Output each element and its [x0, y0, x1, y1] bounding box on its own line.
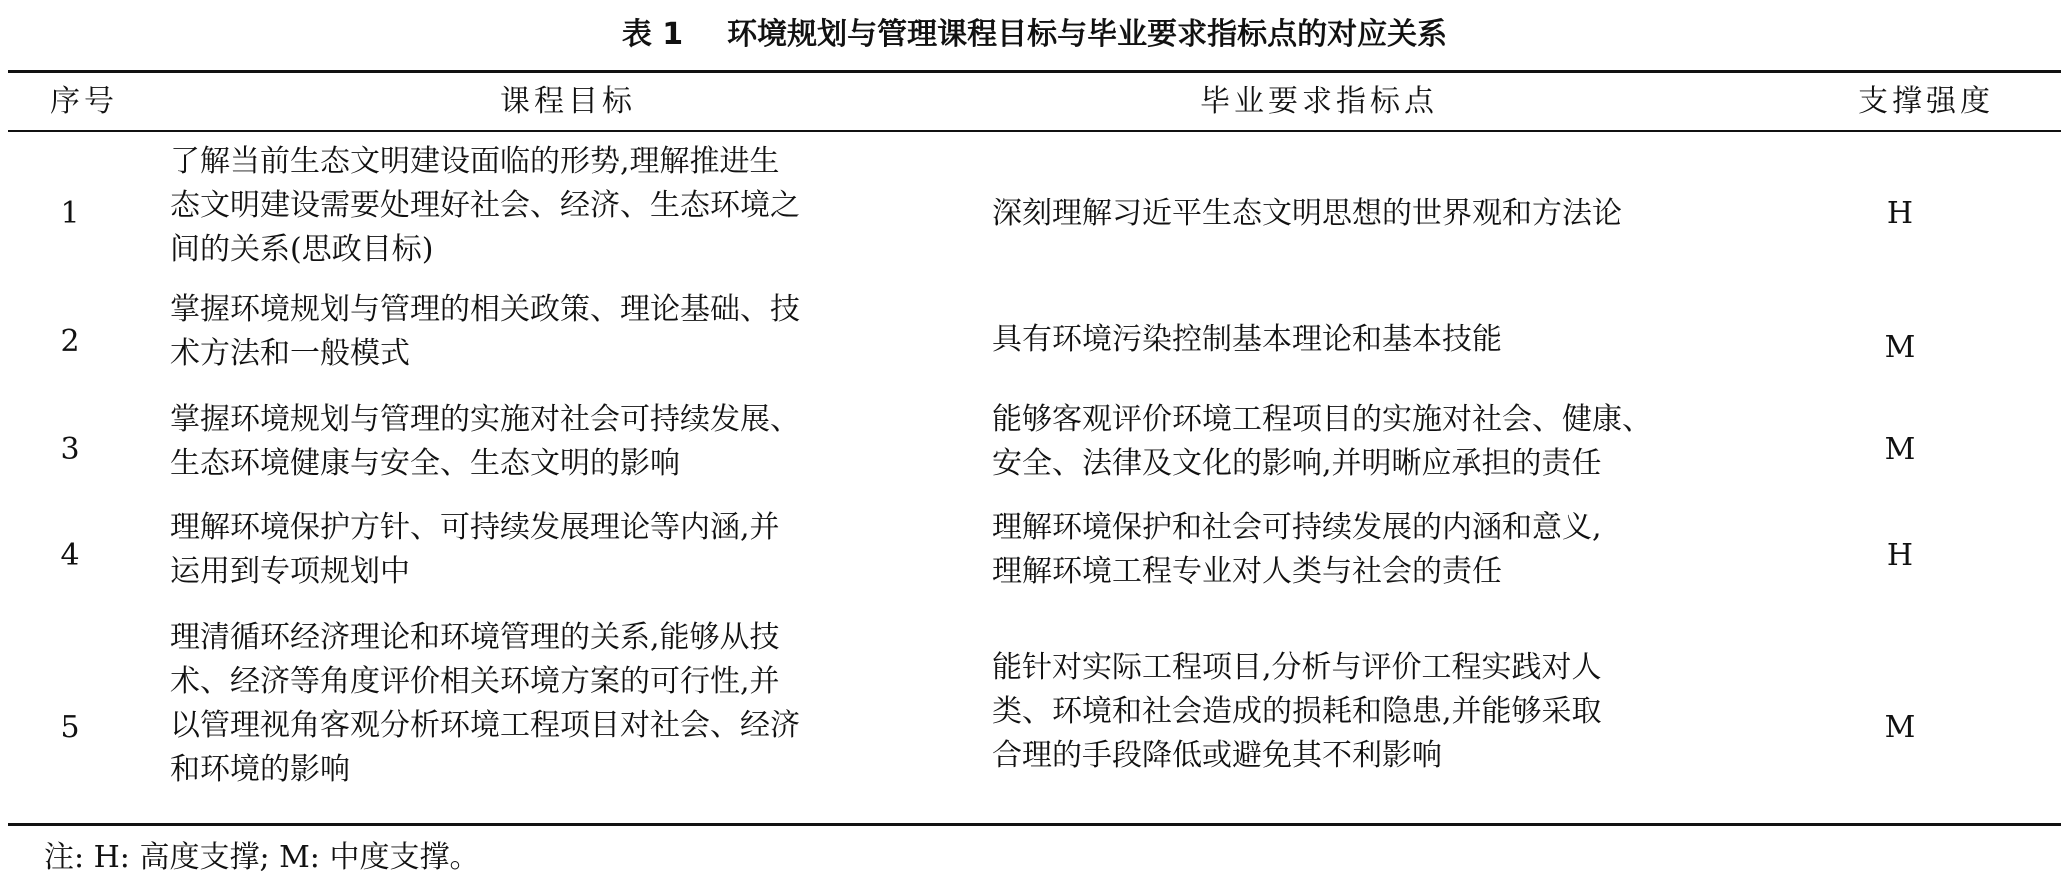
row-requirement [992, 646, 1812, 778]
row-strength: H [1886, 538, 1914, 573]
row-strength: M [1884, 432, 1916, 467]
requirement-line: 理解环境保护和社会可持续发展的内涵和意义, [992, 510, 1602, 545]
goal-line: 掌握环境规划与管理的实施对社会可持续发展、 [170, 402, 800, 437]
goal-line: 以管理视角客观分析环境工程项目对社会、经济 [170, 708, 800, 743]
row-seq: 1 [60, 196, 80, 231]
row-goal [170, 616, 980, 792]
requirement-line: 深刻理解习近平生态文明思想的世界观和方法论 [992, 196, 1622, 231]
goal-line: 间的关系(思政目标) [170, 232, 434, 267]
requirement-line: 能够客观评价环境工程项目的实施对社会、健康、 [992, 402, 1652, 437]
row-strength: M [1884, 710, 1916, 745]
row-seq: 4 [60, 538, 80, 573]
goal-line: 运用到专项规划中 [170, 554, 410, 589]
row-goal [170, 398, 980, 486]
table-title: 环境规划与管理课程目标与毕业要求指标点的对应关系 [727, 17, 1448, 52]
goal-line: 掌握环境规划与管理的相关政策、理论基础、技 [170, 292, 800, 327]
goal-line: 生态环境健康与安全、生态文明的影响 [170, 446, 680, 481]
row-seq: 5 [60, 710, 80, 745]
row-requirement [992, 318, 1812, 362]
header-goal: 课程目标 [500, 84, 636, 119]
row-requirement [992, 398, 1812, 486]
goal-line: 理清循环经济理论和环境管理的关系,能够从技 [170, 620, 780, 655]
row-seq: 3 [60, 432, 80, 467]
requirement-line: 理解环境工程专业对人类与社会的责任 [992, 554, 1502, 589]
header-requirement: 毕业要求指标点 [1200, 84, 1438, 119]
header-rule [8, 130, 2061, 132]
goal-line: 了解当前生态文明建设面临的形势,理解推进生 [170, 144, 780, 179]
header-seq: 序号 [50, 84, 118, 119]
row-strength: H [1886, 196, 1914, 231]
goal-line: 术、经济等角度评价相关环境方案的可行性,并 [170, 664, 780, 699]
table-note: 注: H: 高度支撑; M: 中度支撑。 [44, 840, 480, 875]
row-requirement [992, 192, 1812, 236]
bottom-rule [8, 823, 2061, 826]
requirement-line: 安全、法律及文化的影响,并明晰应承担的责任 [992, 446, 1602, 481]
requirement-line: 具有环境污染控制基本理论和基本技能 [992, 322, 1502, 357]
top-rule [8, 70, 2061, 73]
row-strength: M [1884, 330, 1916, 365]
row-seq: 2 [60, 324, 80, 359]
requirement-line: 类、环境和社会造成的损耗和隐患,并能够采取 [992, 694, 1602, 729]
goal-line: 术方法和一般模式 [170, 336, 410, 371]
row-goal [170, 506, 980, 594]
requirement-line: 能针对实际工程项目,分析与评价工程实践对人 [992, 650, 1602, 685]
table-number: 表 1 [621, 17, 684, 52]
row-goal [170, 288, 980, 376]
header-strength: 支撑强度 [1858, 84, 1994, 119]
requirement-line: 合理的手段降低或避免其不利影响 [992, 738, 1442, 773]
row-goal [170, 140, 980, 272]
goal-line: 态文明建设需要处理好社会、经济、生态环境之 [170, 188, 800, 223]
goal-line: 和环境的影响 [170, 752, 350, 787]
table-caption [0, 10, 2069, 60]
goal-line: 理解环境保护方针、可持续发展理论等内涵,并 [170, 510, 780, 545]
row-requirement [992, 506, 1812, 594]
